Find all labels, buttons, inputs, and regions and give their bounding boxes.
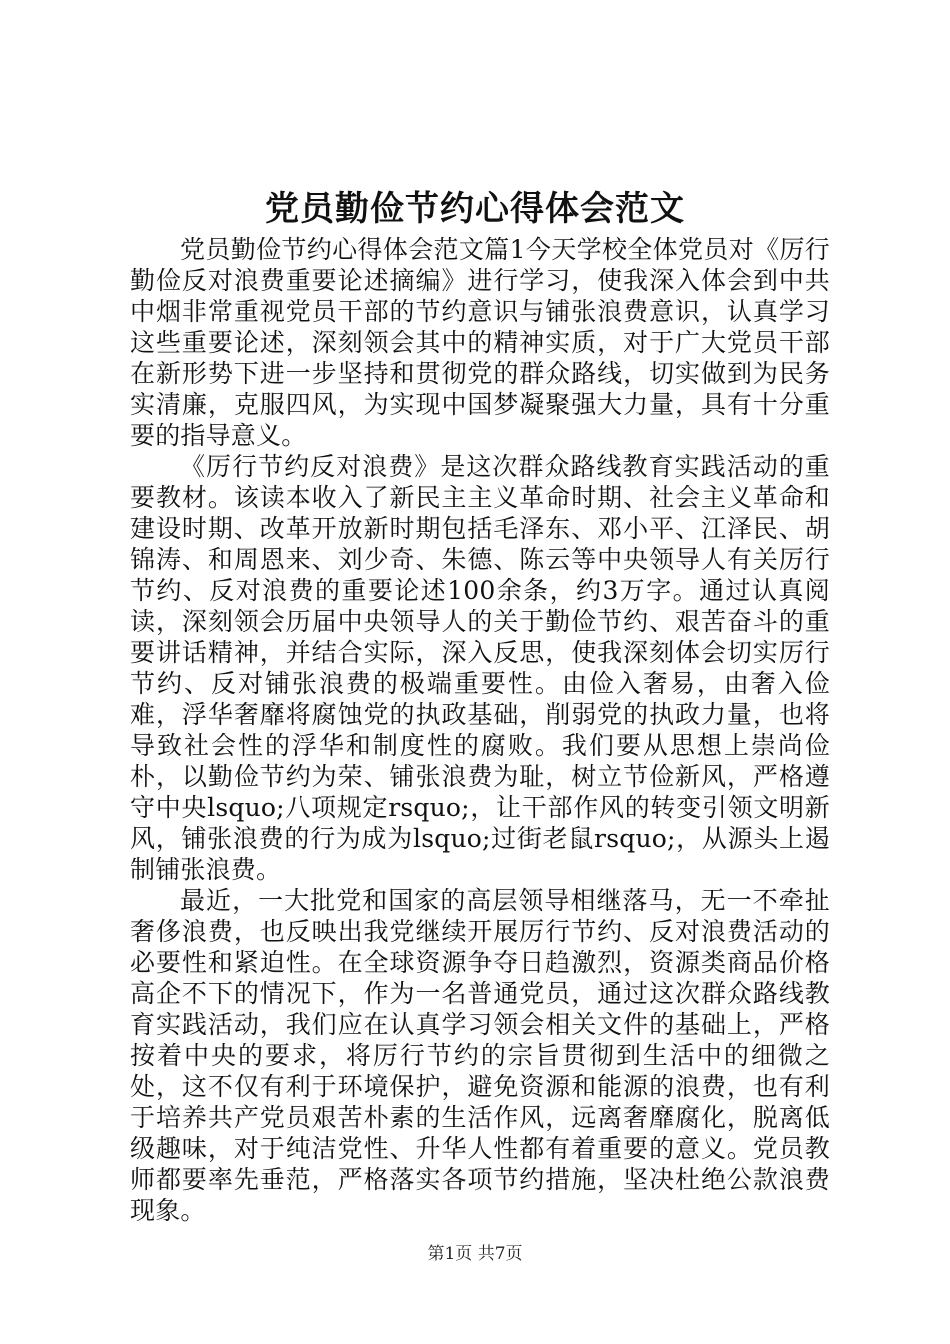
paragraph-3: 最近，一大批党和国家的高层领导相继落马，无一不牵扯奢侈浪费，也反映出我党继续开展厉行节约、反对浪费活动的必要性和紧迫性。在全球资源争夺日趋激烈，资源类商品价格高企不下的情况下，作为一名普通党员，通过这次群众路线教育实践活动，我们应在认真学习领会相关文件的基础上，严格按着中央的要求，将厉行节约的宗旨贯彻到生活中的细微之处，这不仅有利于环境保护，避免资源和能源的浪费，也有利于培养共产党员艰苦朴素的生活作风，远离奢靡腐化，脱离低级趣味，对于纯洁党性、升华人性都有着重要的意义。党员教师都要率先垂范，严格落实各项节约措施，坚决杜绝公款浪费现象。 <box>130 886 830 1225</box>
page-footer: 第1页 共7页 <box>427 1244 523 1264</box>
paragraph-2: 《厉行节约反对浪费》是这次群众路线教育实践活动的重要教材。该读本收入了新民主主义革命时期、社会主义革命和建设时期、改革开放新时期包括毛泽东、邓小平、江泽民、胡锦涛、和周恩来、刘少奇、朱德、陈云等中央领导人有关厉行节约、反对浪费的重要论述100余条，约3万字。通过认真阅读，深刻领会历届中央领导人的关于勤俭节约、艰苦奋斗的重要讲话精神，并结合实际，深入反思，使我深刻体会切实厉行节约、反对铺张浪费的极端重要性。由俭入奢易，由奢入俭难，浮华奢靡将腐蚀党的执政基础，削弱党的执政力量，也将导致社会性的浮华和制度性的腐败。我们要从思想上崇尚俭朴，以勤俭节约为荣、铺张浪费为耻，树立节俭新风，严格遵守中央lsquo;八项规定rsquo;，让干部作风的转变引领文明新风，铺张浪费的行为成为lsquo;过街老鼠rsquo;，从源头上遏制铺张浪费。 <box>130 452 830 884</box>
paragraph-1: 党员勤俭节约心得体会范文篇1今天学校全体党员对《厉行勤俭反对浪费重要论述摘编》进行学习，使我深入体会到中共中烟非常重视党员干部的节约意识与铺张浪费意识，认真学习这些重要论述，深刻领会其中的精神实质，对于广大党员干部在新形势下进一步坚持和贯彻党的群众路线，切实做到为民务实清廉，克服四风，为实现中国梦凝聚强大力量，具有十分重要的指导意义。 <box>130 235 830 450</box>
document-body <box>130 234 830 1226</box>
document-title: 党员勤俭节约心得体会范文 <box>265 189 685 229</box>
